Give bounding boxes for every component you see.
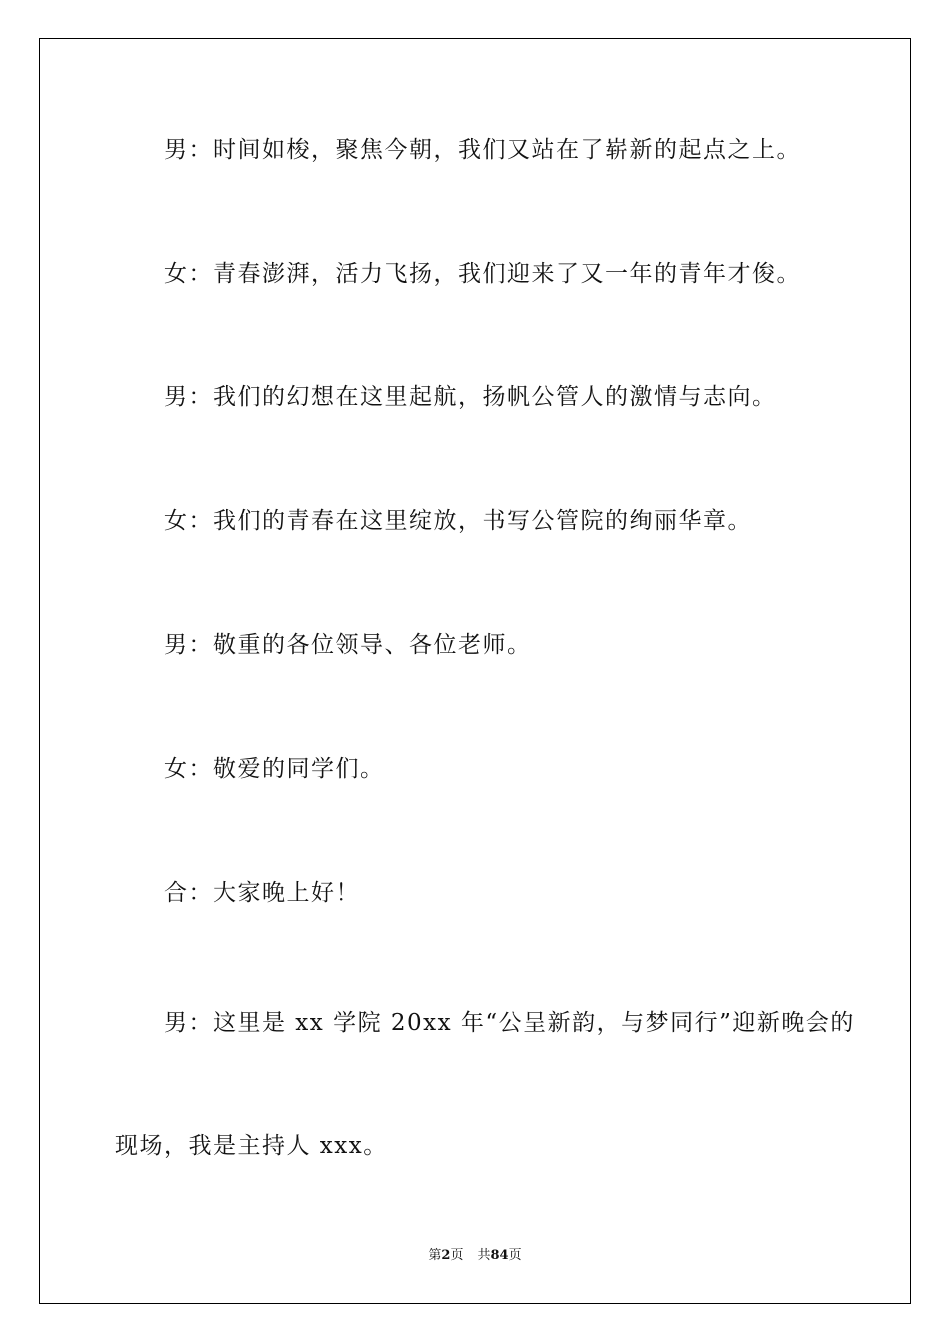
dialogue-line-6: 女：敬爱的同学们。 bbox=[164, 756, 385, 782]
dialogue-line-8-continued: 现场，我是主持人 xxx。 bbox=[115, 1133, 388, 1159]
dialogue-line-5: 男：敬重的各位领导、各位老师。 bbox=[164, 632, 532, 658]
total-prefix: 共 bbox=[477, 1248, 491, 1263]
dialogue-line-4: 女：我们的青春在这里绽放，书写公管院的绚丽华章。 bbox=[164, 508, 752, 534]
dialogue-line-7: 合：大家晚上好！ bbox=[164, 880, 360, 906]
dialogue-line-1: 男：时间如梭，聚焦今朝，我们又站在了崭新的起点之上。 bbox=[164, 137, 801, 163]
dialogue-line-2: 女：青春澎湃，活力飞扬，我们迎来了又一年的青年才俊。 bbox=[164, 261, 801, 287]
dialogue-line-3: 男：我们的幻想在这里起航，扬帆公管人的激情与志向。 bbox=[164, 384, 777, 410]
page-number: 2 bbox=[441, 1248, 451, 1263]
total-pages: 84 bbox=[490, 1248, 509, 1263]
page-border bbox=[39, 38, 911, 1304]
total-suffix: 页 bbox=[508, 1248, 522, 1263]
dialogue-line-8: 男：这里是 xx 学院 20xx 年“公呈新韵，与梦同行”迎新晚会的 bbox=[164, 1010, 855, 1036]
page-prefix: 第 bbox=[428, 1248, 442, 1263]
page-suffix: 页 bbox=[450, 1248, 464, 1263]
page-footer bbox=[0, 1247, 950, 1265]
